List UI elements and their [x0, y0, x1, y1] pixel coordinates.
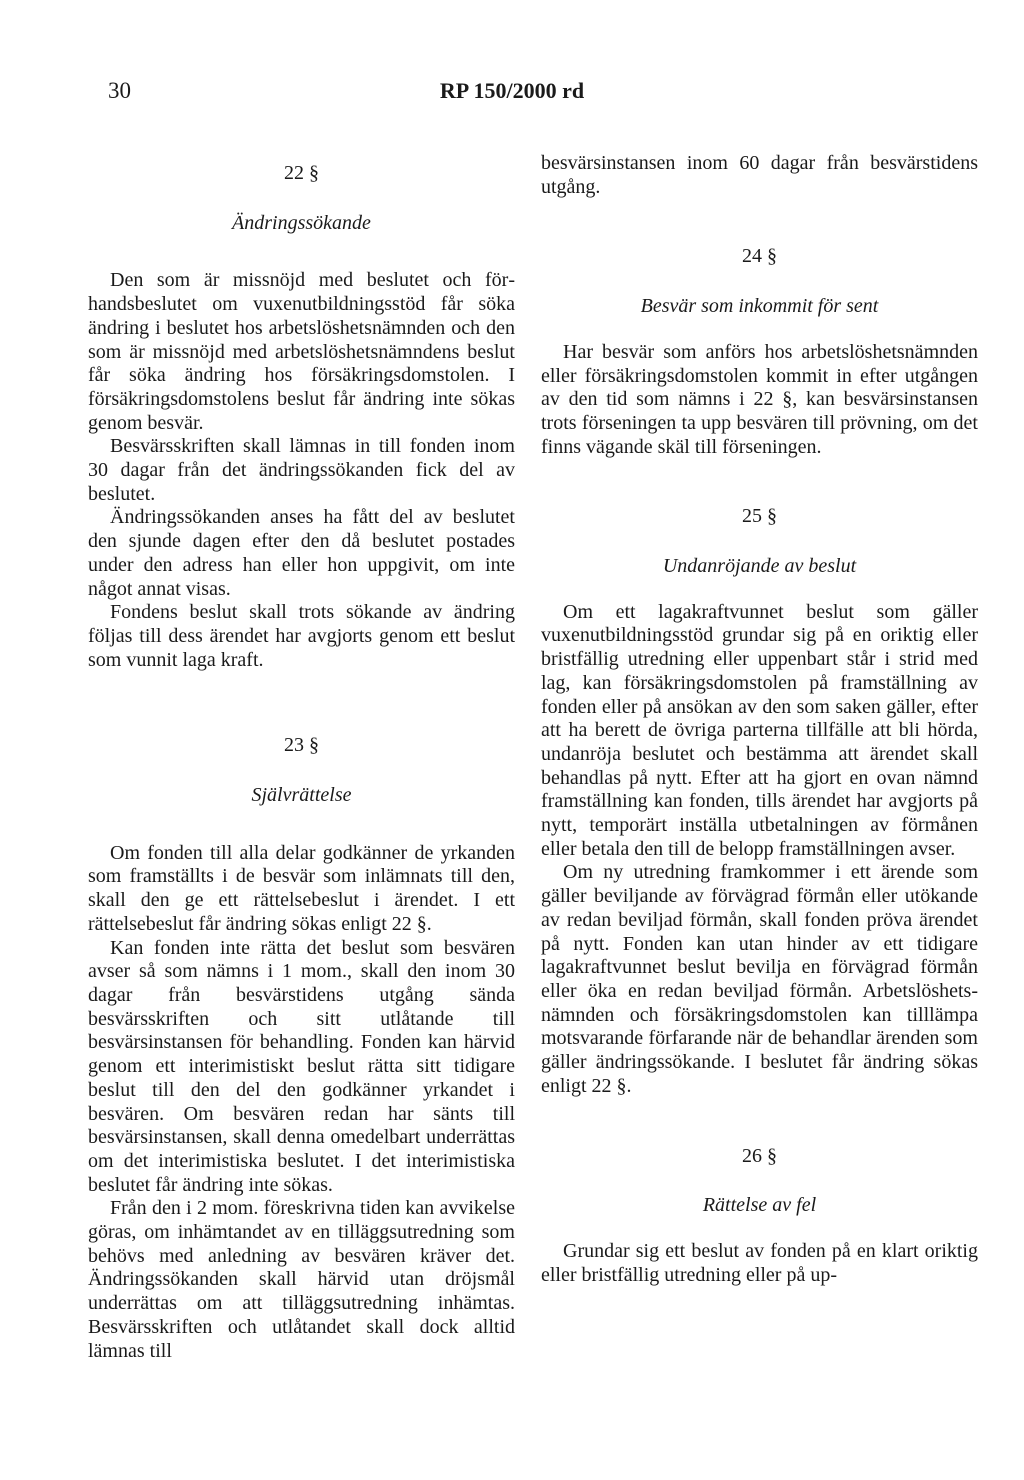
- section-number: 24 §: [742, 245, 777, 268]
- paragraph: Har besvär som anförs hos arbetslöshetsnämnden eller försäkringsdomstolen kommit in efter utgången av den tid som nämns i 22 §, kan besvärsinstansen trots förseningen ta upp besvären till prövning, om det finns vägande skäl till förseningen.: [541, 340, 978, 458]
- paragraph: Grundar sig ett beslut av fonden på en klart oriktig eller bristfällig utredning eller på up-: [541, 1239, 978, 1286]
- section-24: [541, 199, 978, 459]
- paragraph: Om ny utredning framkommer i ett ärende som gäller beviljande av förvägrad förmån eller utökande av redan beviljad förmån, skall fonden pröva ärendet på nytt. Fonden kan utan hinder av ett tidigare lagakraftvunnet beslut bevilja en förvägrad förmån eller öka en redan beviljad förmån. Arbetslöshetsnämnden och försäkringsdomstolen kan tilllämpa motsvarande förfarande när de behandlar ärenden som gäller ändringssökande. I beslutet får ändring sökas enligt 22 §.: [541, 861, 978, 1097]
- document-reference: RP 150/2000 rd: [439, 78, 585, 103]
- paragraph: Ändringssökanden anses ha fått del av beslutet den sjunde dagen efter den då beslutet postades under den adress han eller hon uppgivit, om inte något annat visas.: [88, 506, 515, 600]
- left-column: [88, 152, 515, 1363]
- section-number: 26 §: [742, 1144, 777, 1167]
- section-title: Undanröjande av beslut: [662, 555, 857, 578]
- paragraph: Från den i 2 mom. föreskrivna tiden kan avvikelse göras, om inhämtandet av en tilläggsutredning som behövs med anledning av besvären kräver det. Ändringssökanden skall härvid utan dröjsmål underrättas om att tilläggsutredning inhämtas. Besvärsskriften och utlåtandet skall dock alltid lämnas till: [88, 1197, 515, 1362]
- section-22: [88, 152, 515, 672]
- paragraph: Fondens beslut skall trots sökande av ändring följas till dess ärendet har avgjorts genom ett beslut som vunnit laga kraft.: [88, 601, 515, 671]
- paragraph: Om fonden till alla delar godkänner de yrkanden som framställts i de besvär som inlämnats till den, skall den ge ett rättelsebeslut i ärendet. I ett rättelsebeslut får ändring sökas enligt 22 §.: [88, 841, 515, 935]
- section-title: Ändringssökande: [232, 211, 371, 234]
- page-number: 30: [108, 78, 131, 103]
- section-title: Självrättelse: [251, 784, 352, 807]
- paragraph: Kan fonden inte rätta det beslut som besvären avser så som nämns i 1 mom., skall den inom 30 dagar från besvärstidens utgång sända besvärsskriften och sitt utlåtande till besvärsinstansen för behandling. Fonden kan härvid genom ett interimistiskt beslut rätta sitt tidigare beslut till den del den godkänner yrkandet i besvären. Om besvären redan har sänts till besvärsinstansen, skall denna omedelbart underrättas om det interimistiska beslutet. I det interimistiska beslutet får ändring inte sökas.: [88, 936, 515, 1196]
- section-25: [541, 459, 978, 1098]
- section-number: 23 §: [284, 734, 319, 757]
- section-23: [88, 672, 515, 1363]
- section-26: [541, 1099, 978, 1288]
- paragraph: Om ett lagakraftvunnet beslut som gäller vuxenutbildningsstöd grundar sig på en oriktig eller bristfällig utredning eller uppenbart står i strid med lag, kan försäkringsdomstolen på framställning av fonden eller på ansökan av den som saken gäller, efter att ha berett de övriga parterna tillfälle att bli hörda, undanröja beslutet och bestämma att ärendet skall behandlas på nytt. Efter att ha gjort en ovan nämnd framställning kan fonden, tills ärendet har avgjorts på nytt, temporärt inställa utbetalningen av förmånen eller betala den till de belopp framställningen avser.: [541, 600, 978, 860]
- section-title: Besvär som inkommit för sent: [640, 295, 879, 318]
- paragraph: Besvärsskriften skall lämnas in till fonden inom 30 dagar från det ändringssökanden fick del av beslutet.: [88, 435, 515, 505]
- paragraph: Den som är missnöjd med beslutet och förhandsbeslutet om vuxenutbildningsstöd får söka ändring i beslutet hos arbetslöshetsnämnden och den som är missnöjd med arbetslöshetsnämndens beslut får söka ändring hos försäkringsdomstolen. I försäkringsdomstolens beslut får ändring inte sökas genom besvär.: [88, 269, 515, 434]
- continuation-text: besvärsinstansen inom 60 dagar från besvärstidens utgång.: [541, 152, 978, 198]
- section-number: 22 §: [284, 162, 319, 184]
- right-column: [541, 152, 978, 1287]
- section-number: 25 §: [742, 505, 777, 528]
- section-title: Rättelse av fel: [702, 1194, 817, 1217]
